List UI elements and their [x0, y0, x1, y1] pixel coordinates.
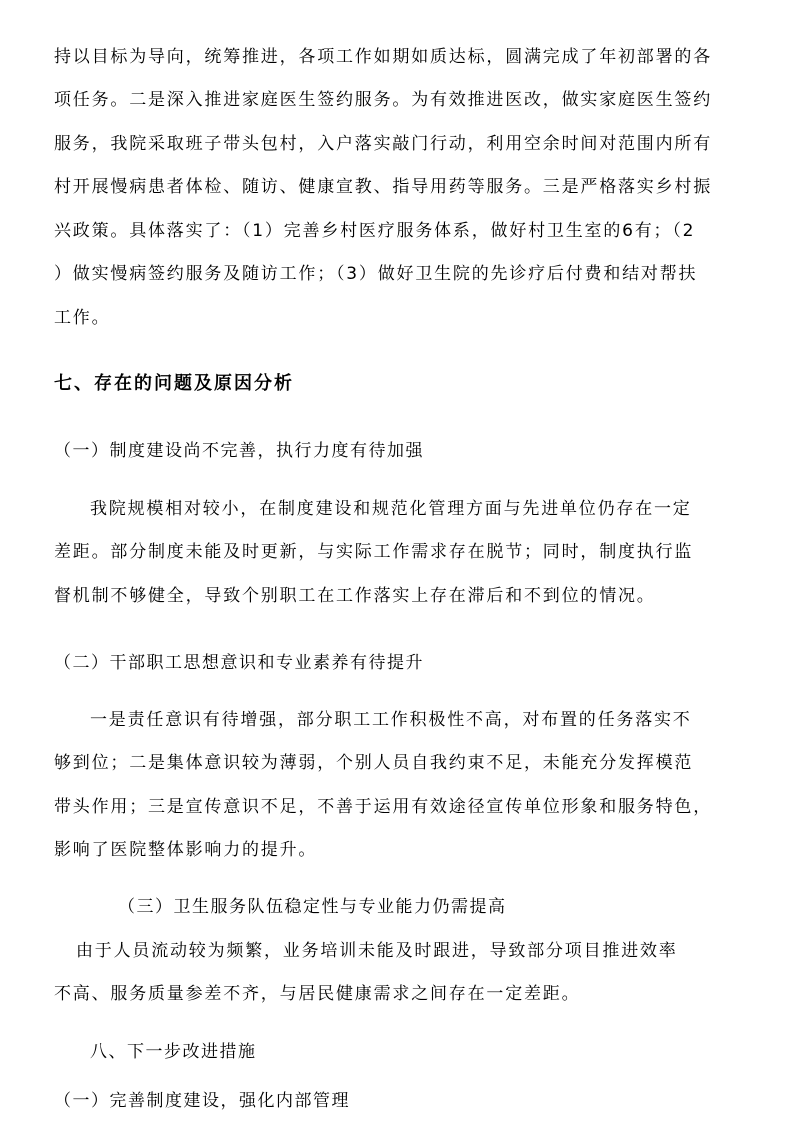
paragraph-line: ）做实慢病签约服务及随访工作；（3）做好卫生院的先诊疗后付费和结对帮扶: [54, 264, 698, 284]
section-heading-eight: 八、下一步改进措施: [90, 1042, 257, 1062]
paragraph-line: 不高、服务质量参差不齐，与居民健康需求之间存在一定差距。: [54, 984, 581, 1004]
paragraph-line: 够到位；二是集体意识较为薄弱，个别人员自我约束不足，未能充分发挥模范: [54, 753, 694, 773]
paragraph-line: 影响了医院整体影响力的提升。: [54, 840, 318, 860]
subsection-title-2: （二）干部职工思想意识和专业素养有待提升: [54, 653, 424, 673]
subsection-title-3: （三）卫生服务队伍稳定性与专业能力仍需提高: [118, 897, 507, 917]
subsection-title-1: （一）制度建设尚不完善，执行力度有待加强: [54, 441, 424, 461]
paragraph-line: 工作。: [54, 308, 111, 328]
paragraph-line: 服务，我院采取班子带头包村，入户落实敲门行动，利用空余时间对范围内所有: [54, 134, 712, 154]
paragraph-line: 差距。部分制度未能及时更新，与实际工作需求存在脱节；同时，制度执行监: [54, 542, 694, 562]
subsection-title-8-1: （一）完善制度建设，强化内部管理: [54, 1091, 350, 1111]
paragraph-line: 村开展慢病患者体检、随访、健康宣教、指导用药等服务。三是严格落实乡村振: [54, 177, 712, 197]
paragraph-line: 兴政策。具体落实了：（1）完善乡村医疗服务体系，做好村卫生室的6有；（2: [54, 221, 696, 241]
section-heading-seven: 七、存在的问题及原因分析: [54, 373, 294, 394]
paragraph-line: 带头作用；三是宣传意识不足，不善于运用有效途径宣传单位形象和服务特色，: [54, 797, 712, 817]
paragraph-line: 由于人员流动较为频繁，业务培训未能及时跟进，导致部分项目推进效率: [76, 941, 678, 961]
paragraph-line: 项任务。二是深入推进家庭医生签约服务。为有效推进医改，做实家庭医生签约: [54, 90, 712, 110]
paragraph-line: 我院规模相对较小，在制度建设和规范化管理方面与先进单位仍存在一定: [90, 499, 692, 519]
paragraph-line: 一是责任意识有待增强，部分职工工作积极性不高，对布置的任务落实不: [90, 710, 692, 730]
paragraph-line: 督机制不够健全，导致个别职工在工作落实上存在滞后和不到位的情况。: [54, 586, 656, 606]
paragraph-line: 持以目标为导向，统筹推进，各项工作如期如质达标，圆满完成了年初部署的各: [54, 47, 712, 67]
